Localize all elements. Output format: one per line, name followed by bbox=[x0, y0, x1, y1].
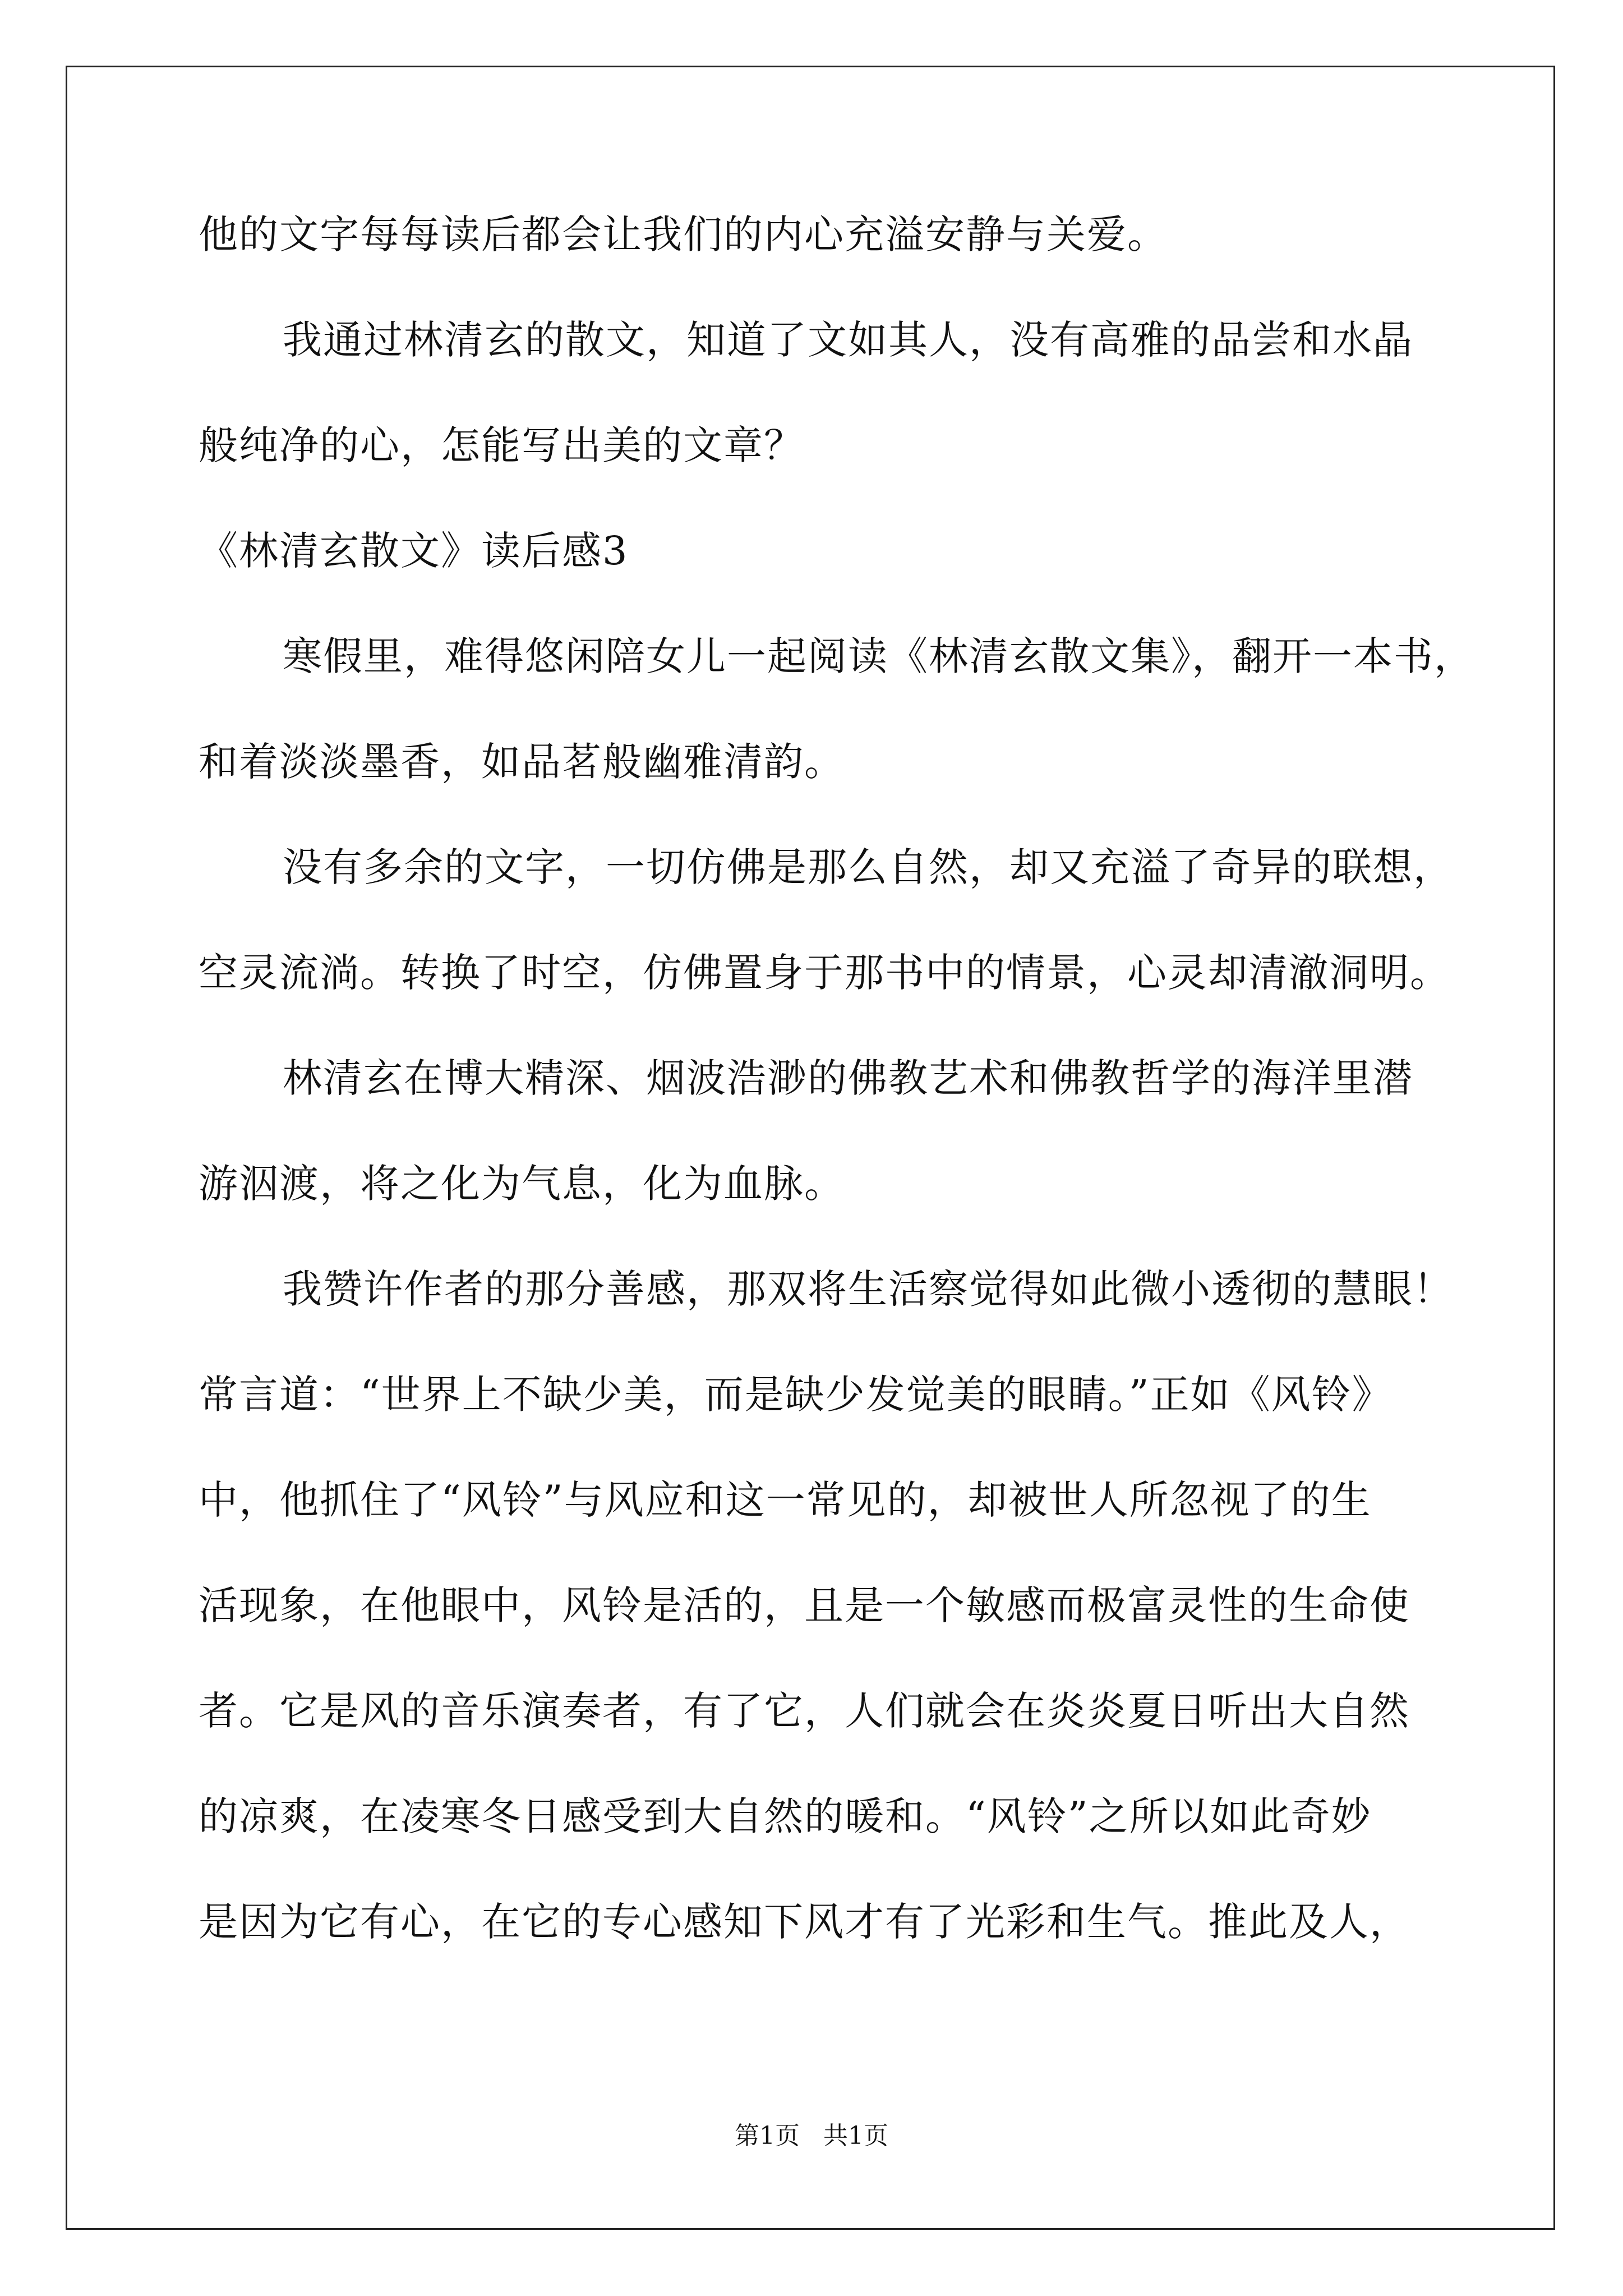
section-heading: 《林清玄散文》读后感3 bbox=[199, 528, 629, 574]
text-line: 游泅渡，将之化为气息，化为血脉。 bbox=[199, 1161, 845, 1207]
page-footer: 第1页 共1页 bbox=[735, 2122, 888, 2150]
text-line: 空灵流淌。转换了时空，仿佛置身于那书中的情景，心灵却清澈洞明。 bbox=[199, 950, 1450, 996]
text-line: 活现象，在他眼中，风铃是活的，且是一个敏感而极富灵性的生命使 bbox=[199, 1582, 1410, 1628]
paragraph-start: 我通过林清玄的散文，知道了文如其人，没有高雅的品尝和水晶 bbox=[283, 317, 1413, 363]
paragraph-start: 林清玄在博大精深、烟波浩渺的佛教艺术和佛教哲学的海洋里潜 bbox=[283, 1055, 1413, 1101]
paragraph-start: 寒假里，难得悠闲陪女儿一起阅读《林清玄散文集》，翻开一本书， bbox=[283, 633, 1474, 679]
paragraph-start: 没有多余的文字，一切仿佛是那么自然，却又充溢了奇异的联想， bbox=[283, 844, 1454, 890]
text-line: 的凉爽，在凌寒冬日感受到大自然的暖和。“风铃”之所以如此奇妙 bbox=[199, 1793, 1372, 1839]
text-line: 和着淡淡墨香，如品茗般幽雅清韵。 bbox=[199, 739, 845, 785]
text-line: 常言道：“世界上不缺少美，而是缺少发觉美的眼睛。”正如《风铃》 bbox=[199, 1372, 1393, 1418]
text-line: 是因为它有心，在它的专心感知下风才有了光彩和生气。推此及人， bbox=[199, 1899, 1410, 1945]
text-line: 者。它是风的音乐演奏者，有了它，人们就会在炎炎夏日听出大自然 bbox=[199, 1688, 1410, 1734]
text-line: 中，他抓住了“风铃”与风应和这一常见的，却被世人所忽视了的生 bbox=[199, 1477, 1372, 1523]
text-line: 他的文字每每读后都会让我们的内心充溢安静与关爱。 bbox=[199, 211, 1168, 257]
paragraph-start: 我赞许作者的那分善感，那双将生活察觉得如此微小透彻的慧眼！ bbox=[283, 1266, 1454, 1312]
text-line: 般纯净的心，怎能写出美的文章？ bbox=[199, 422, 804, 468]
